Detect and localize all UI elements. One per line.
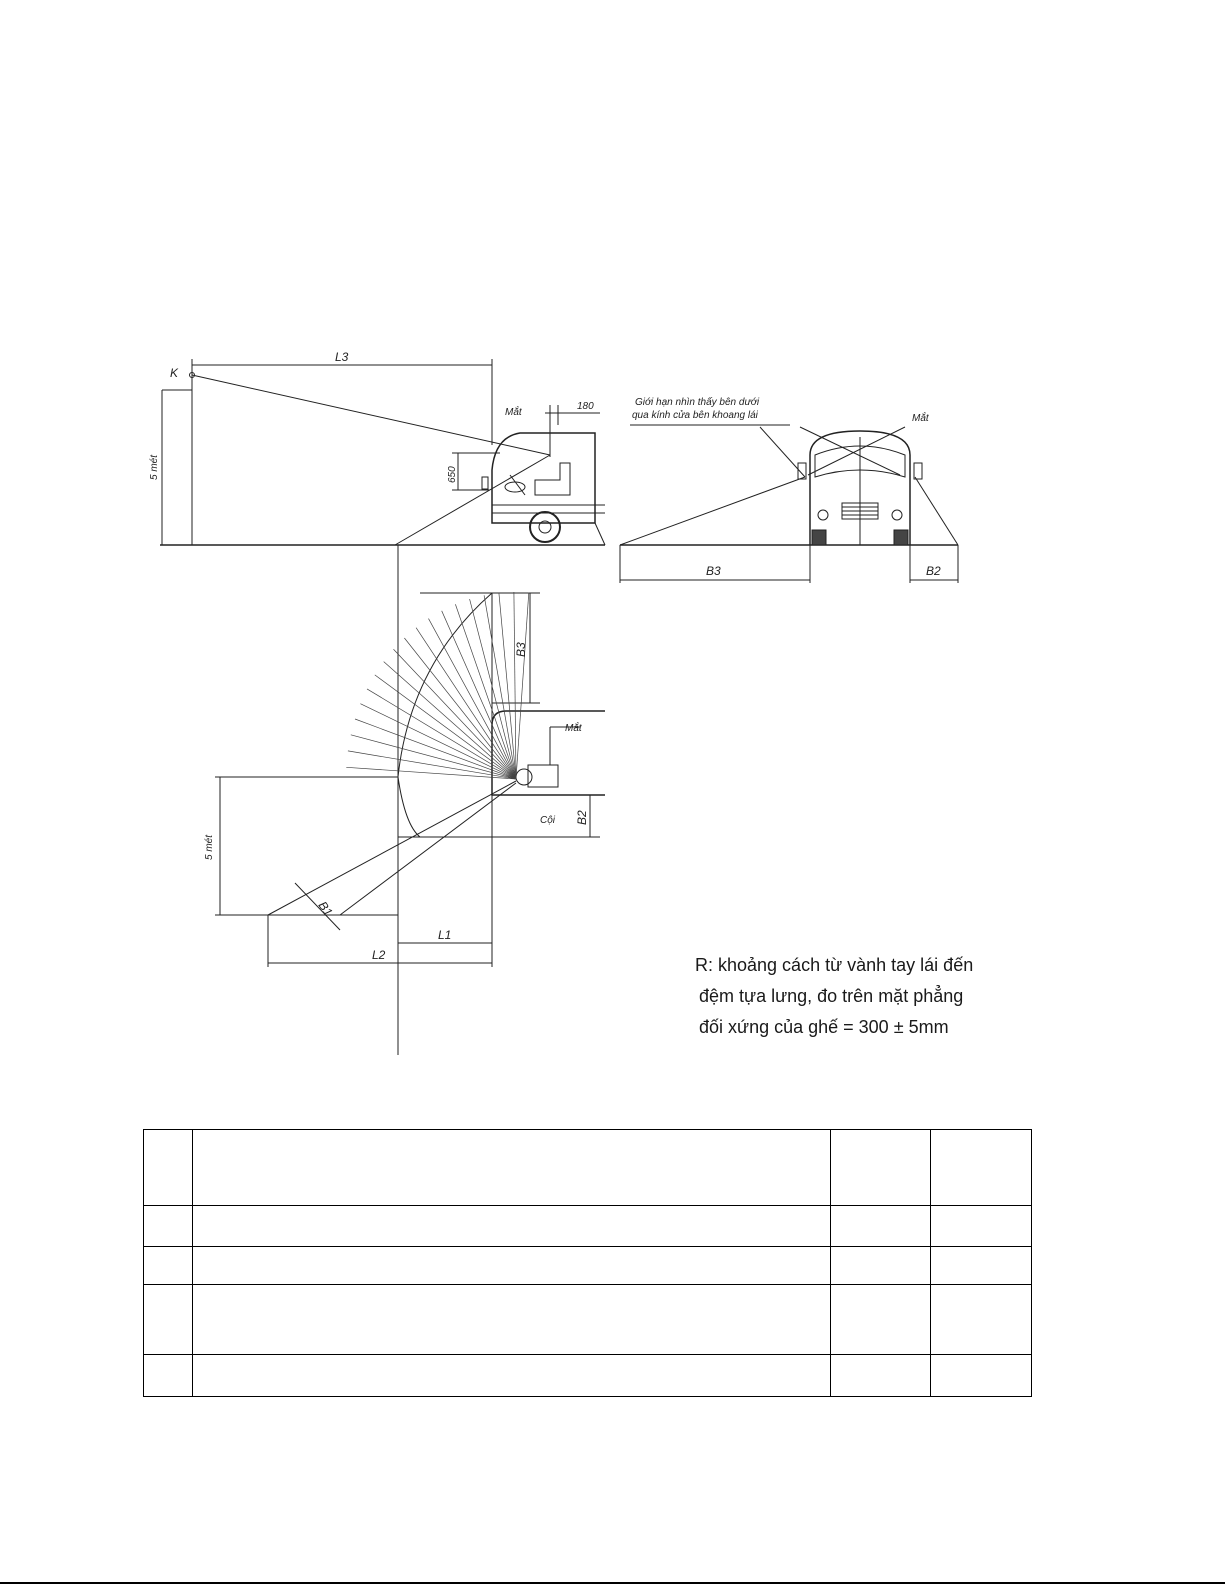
table-cell — [931, 1284, 1032, 1354]
table-cell — [144, 1206, 193, 1247]
label-l1: L1 — [438, 928, 452, 942]
table-cell — [831, 1284, 931, 1354]
label-b3-plan: B3 — [514, 642, 528, 657]
label-180: 180 — [577, 401, 594, 412]
label-5m-top: 5 mét — [149, 454, 160, 480]
table-cell — [831, 1130, 931, 1206]
label-b2-plan: B2 — [575, 810, 589, 825]
label-b1: B1 — [315, 898, 336, 919]
table-row — [144, 1354, 1032, 1396]
label-coi: Cội — [540, 815, 556, 826]
label-mat-side: Mắt — [505, 407, 522, 418]
label-limit-line2: qua kính cửa bên khoang lái — [632, 410, 758, 421]
sight-fan-rays — [346, 592, 529, 779]
label-l2: L2 — [372, 948, 386, 962]
table-cell — [931, 1247, 1032, 1284]
sight-ray — [394, 649, 517, 779]
table-cell — [193, 1130, 831, 1206]
side-view — [160, 359, 605, 545]
table-cell — [193, 1247, 831, 1284]
sight-ray — [516, 593, 529, 780]
label-mat-front: Mắt — [912, 413, 929, 424]
table-cell — [193, 1354, 831, 1396]
table-cell — [931, 1206, 1032, 1247]
table-row — [144, 1130, 1032, 1206]
table-row — [144, 1247, 1032, 1284]
label-b2-front: B2 — [926, 564, 941, 578]
label-k: K — [170, 366, 179, 380]
sight-ray — [367, 689, 516, 779]
sight-ray — [484, 595, 516, 779]
table-cell — [144, 1354, 193, 1396]
sight-ray — [429, 619, 517, 779]
bottom-rule — [0, 1582, 1225, 1584]
table-row — [144, 1284, 1032, 1354]
note-line-3: đối xứng của ghế = 300 ± 5mm — [699, 1017, 949, 1037]
label-650: 650 — [447, 466, 458, 483]
note-block — [695, 950, 1025, 1043]
sight-ray — [514, 592, 516, 779]
sight-ray — [348, 751, 516, 779]
table-cell — [831, 1354, 931, 1396]
note-line-1: R: khoảng cách từ vành tay lái đến — [695, 955, 974, 975]
sight-ray — [499, 593, 516, 779]
table-cell — [144, 1284, 193, 1354]
label-5m-bottom: 5 mét — [204, 834, 215, 860]
table-cell — [193, 1284, 831, 1354]
empty-table — [143, 1129, 1032, 1397]
table-cell — [931, 1130, 1032, 1206]
note-line-2: đệm tựa lưng, đo trên mặt phẳng — [699, 986, 964, 1006]
plan-view — [215, 545, 605, 1055]
table-cell — [144, 1247, 193, 1284]
front-view — [620, 425, 958, 583]
label-mat-plan: Mắt — [565, 723, 582, 734]
label-l3: L3 — [335, 350, 349, 364]
table-cell — [931, 1354, 1032, 1396]
label-limit-line1: Giới hạn nhìn thấy bên dưới — [635, 397, 760, 408]
technical-drawing — [140, 345, 1030, 1055]
table-cell — [831, 1206, 931, 1247]
label-b3-front: B3 — [706, 564, 721, 578]
table-cell — [144, 1130, 193, 1206]
sight-ray — [375, 675, 516, 779]
table-cell — [831, 1247, 931, 1284]
sight-ray — [455, 604, 516, 779]
table-row — [144, 1206, 1032, 1247]
table-cell — [193, 1206, 831, 1247]
